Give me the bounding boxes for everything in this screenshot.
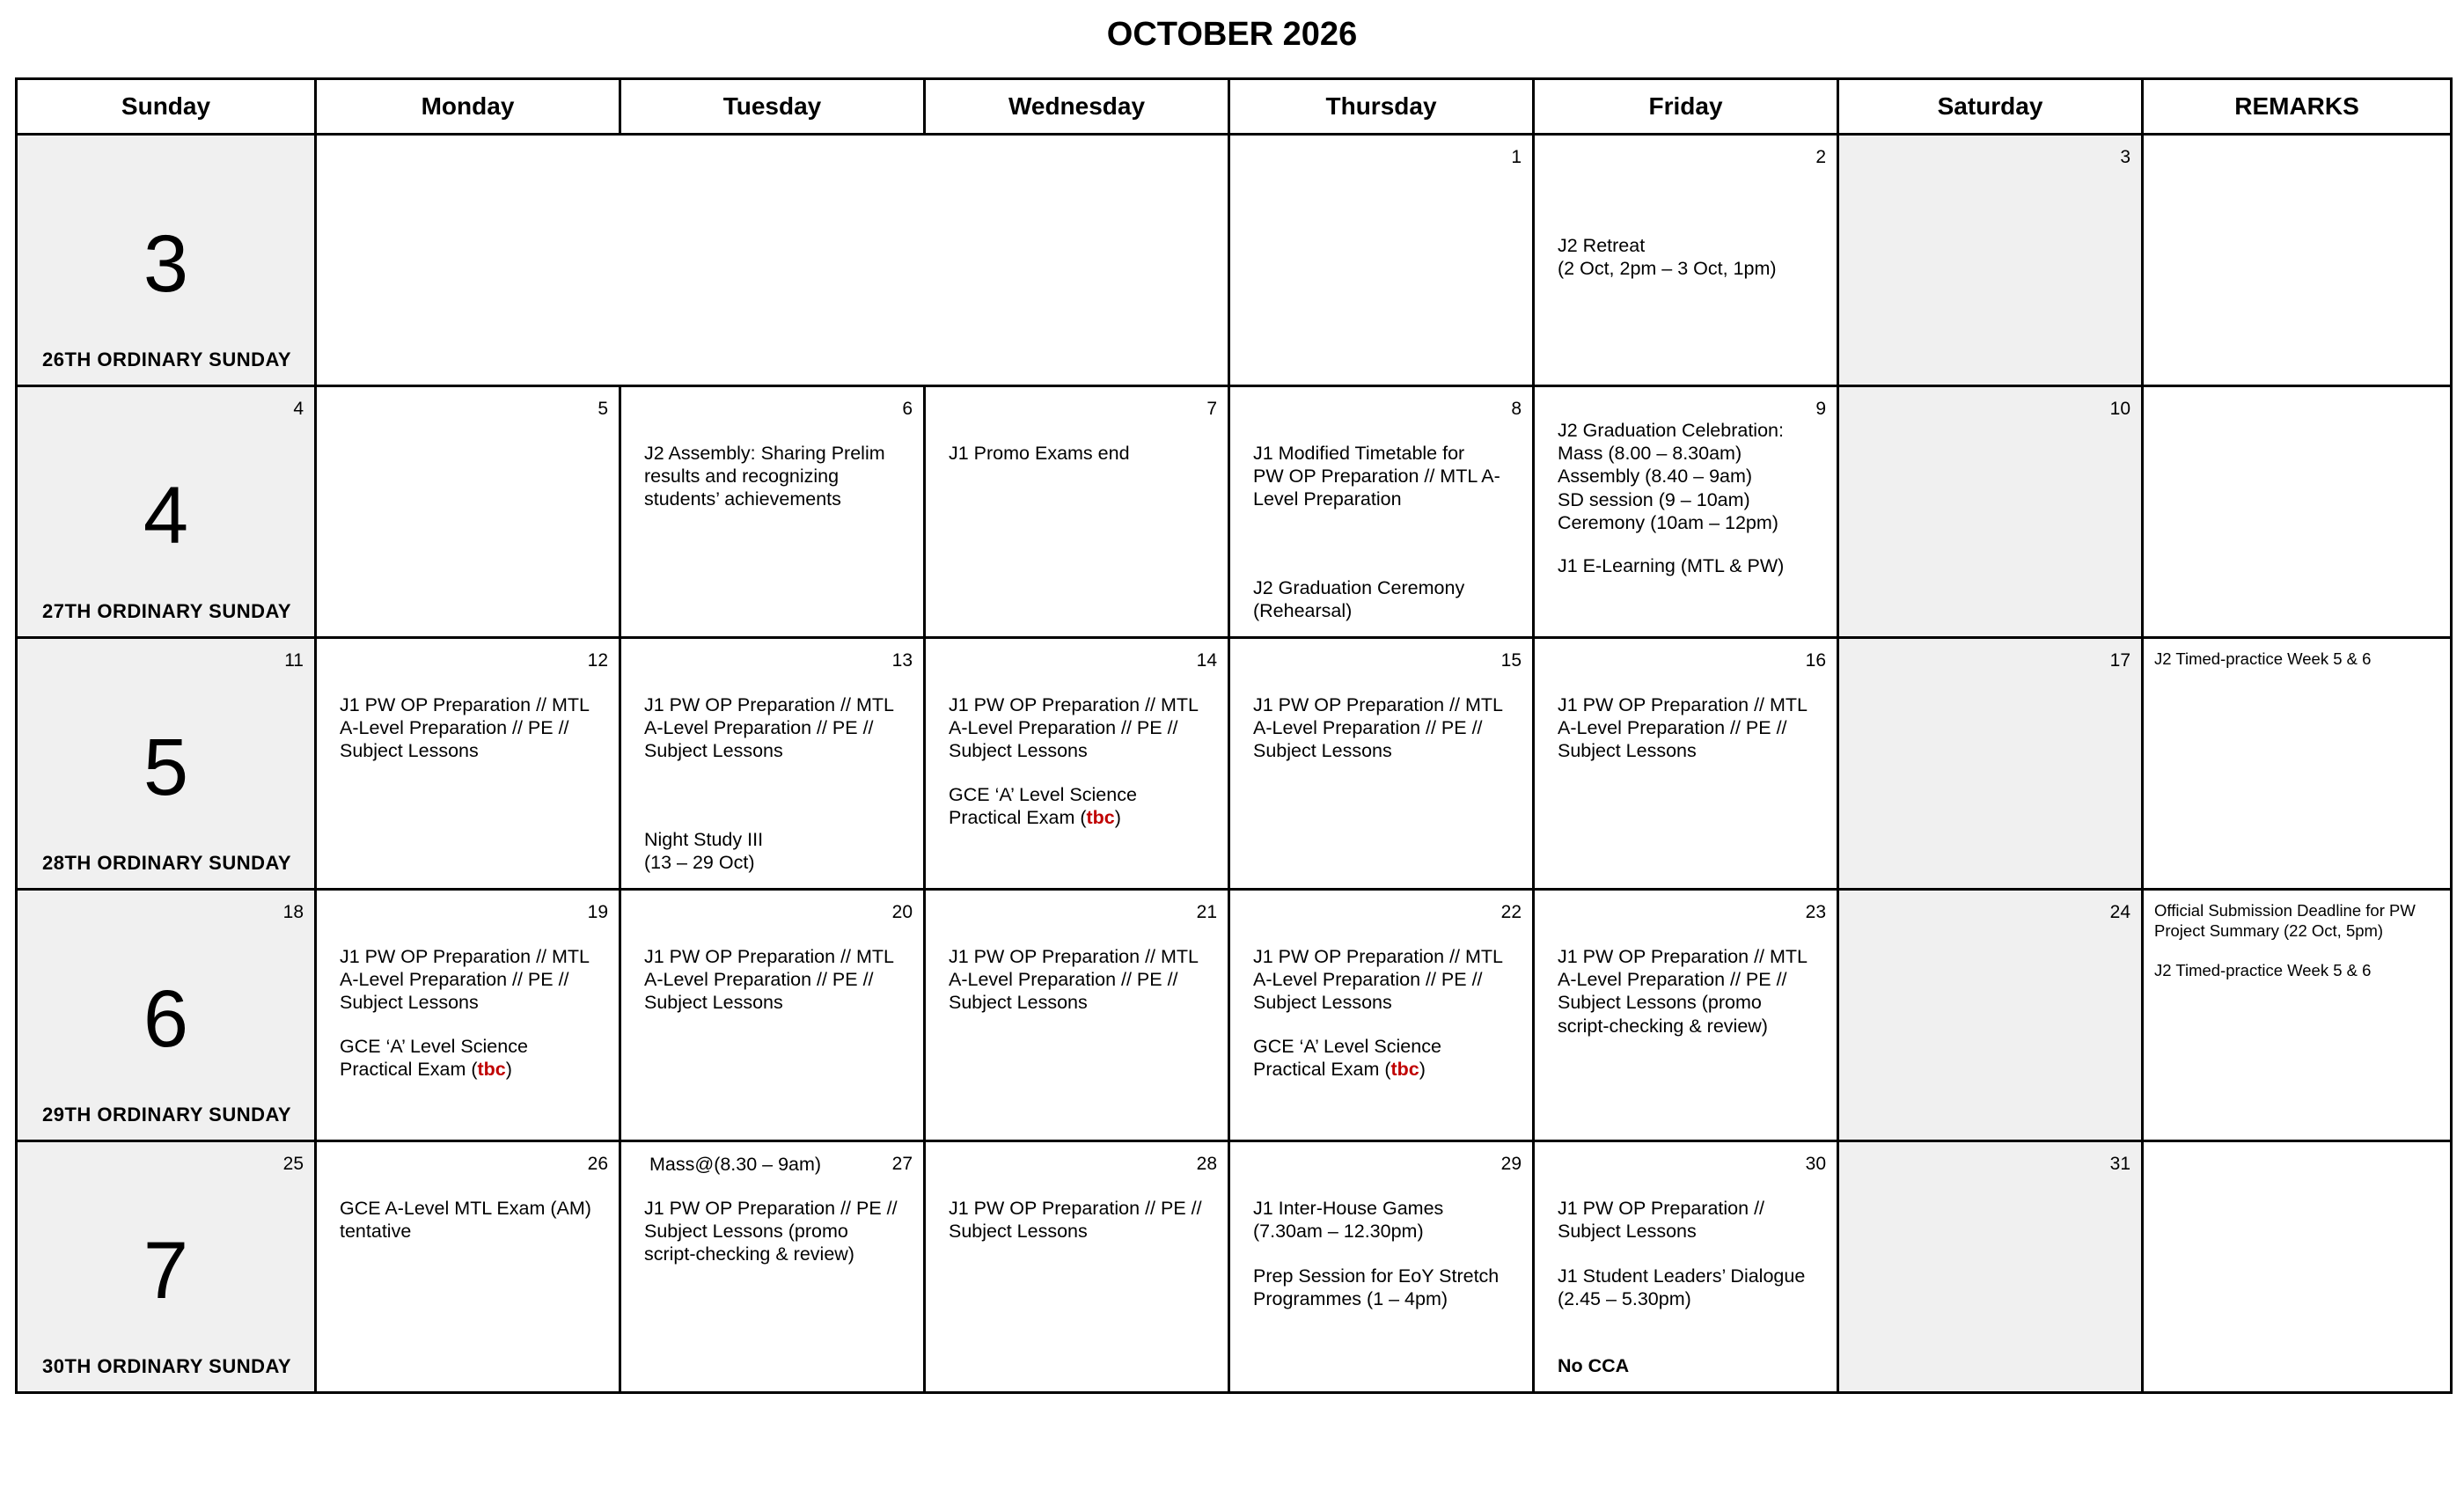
day-number: 28 — [1196, 1154, 1217, 1174]
remarks-cell — [2143, 135, 2452, 386]
event-text: J1 PW OP Preparation // MTL A-Level Preparation // PE // Subject Lessons — [644, 946, 894, 1014]
event-text: J2 Graduation Ceremony (Rehearsal) — [1253, 577, 1465, 622]
header-remarks: REMARKS — [2143, 79, 2452, 135]
day-number: 29 — [1500, 1154, 1522, 1174]
event-text: J2 Graduation Celebration: Mass (8.00 – 8.30am) Assembly (8.40 – 9am) SD session (9 – 10am) Ceremony (10am – 12pm) — [1558, 420, 1784, 533]
day-number: 14 — [1196, 650, 1217, 671]
day-number: 23 — [1805, 902, 1826, 922]
event-text: J1 PW OP Preparation // MTL A-Level Preparation // PE // Subject Lessons — [949, 946, 1199, 1014]
event-text: J1 Promo Exams end — [949, 443, 1130, 464]
day-number: 2 — [1815, 147, 1826, 167]
event-text-part: ) — [505, 1059, 512, 1081]
empty-cell — [316, 135, 1229, 386]
header-tuesday: Tuesday — [620, 79, 925, 135]
day-cell — [620, 386, 925, 638]
day-cell — [620, 1141, 925, 1393]
day-number: 30 — [1805, 1154, 1826, 1174]
event-text — [1253, 1035, 1520, 1081]
day-cell — [620, 890, 925, 1141]
calendar-grid — [15, 77, 2453, 1394]
day-cell — [1534, 135, 1838, 386]
day-number: 19 — [587, 902, 608, 922]
remarks-cell — [2143, 638, 2452, 890]
day-number: 21 — [1196, 902, 1217, 922]
remarks-cell — [2143, 1141, 2452, 1393]
event-text: J2 Retreat (2 Oct, 2pm – 3 Oct, 1pm) — [1558, 235, 1777, 280]
week-number: 6 — [143, 974, 189, 1064]
day-number: 15 — [1500, 650, 1522, 671]
sunday-label: 29TH ORDINARY SUNDAY — [42, 1104, 292, 1126]
day-cell — [316, 890, 620, 1141]
day-number: 8 — [1511, 399, 1522, 419]
header-row — [17, 79, 2452, 135]
event-text: J1 PW OP Preparation // PE // Subject Lessons (promo script-checking & review) — [644, 1198, 898, 1265]
tbc-badge: tbc — [1086, 807, 1115, 829]
sunday-cell — [17, 638, 316, 890]
event-text-part: GCE ‘A’ Level Science Practical Exam ( — [1253, 1036, 1441, 1081]
event-text: J1 E-Learning (MTL & PW) — [1558, 555, 1785, 576]
day-cell — [316, 638, 620, 890]
event-text: No CCA — [1558, 1355, 1630, 1376]
event-text: J1 PW OP Preparation // MTL A-Level Preparation // PE // Subject Lessons — [1558, 694, 1808, 762]
event-text-part: ) — [1114, 807, 1121, 829]
event-text: J1 PW OP Preparation // MTL A-Level Preparation // PE // Subject Lessons — [949, 694, 1199, 762]
event-text: J1 PW OP Preparation // MTL A-Level Preparation // PE // Subject Lessons — [340, 946, 590, 1014]
saturday-cell — [1838, 890, 2143, 1141]
day-number: 6 — [902, 399, 913, 419]
day-number: 16 — [1805, 650, 1826, 671]
day-cell — [620, 638, 925, 890]
day-number: 26 — [587, 1154, 608, 1174]
week-row — [17, 386, 2452, 638]
event-text: GCE A-Level MTL Exam (AM) tentative — [340, 1198, 591, 1243]
day-cell — [1229, 890, 1534, 1141]
calendar-title: OCTOBER 2026 — [1106, 16, 1358, 53]
day-cell — [925, 386, 1229, 638]
day-cell — [925, 638, 1229, 890]
week-row — [17, 135, 2452, 386]
saturday-cell — [1838, 638, 2143, 890]
day-number: 25 — [282, 1154, 304, 1174]
day-cell — [1229, 1141, 1534, 1393]
event-text: J1 PW OP Preparation // MTL A-Level Preparation // PE // Subject Lessons (promo script-checking & review) — [1558, 946, 1808, 1037]
day-cell — [316, 1141, 620, 1393]
week-number: 5 — [143, 722, 189, 812]
day-cell — [1534, 386, 1838, 638]
header-saturday: Saturday — [1838, 79, 2143, 135]
day-number: 17 — [2109, 650, 2130, 671]
day-cell — [1534, 890, 1838, 1141]
header-friday: Friday — [1534, 79, 1838, 135]
remark-text: J2 Timed-practice Week 5 & 6 — [2154, 961, 2372, 979]
day-number: 11 — [284, 650, 304, 671]
event-text: J1 Inter-House Games (7.30am – 12.30pm) — [1253, 1198, 1444, 1243]
event-text: J1 PW OP Preparation // MTL A-Level Preparation // PE // Subject Lessons — [1253, 694, 1503, 762]
day-cell — [1229, 135, 1534, 386]
saturday-cell — [1838, 1141, 2143, 1393]
day-number: 4 — [293, 399, 304, 419]
day-number: 31 — [2109, 1154, 2130, 1174]
day-number: 20 — [891, 902, 913, 922]
header-thursday: Thursday — [1229, 79, 1534, 135]
sunday-cell — [17, 1141, 316, 1393]
week-number: 4 — [143, 471, 189, 561]
day-number: 1 — [1511, 147, 1522, 167]
event-text: J1 PW OP Preparation // MTL A-Level Preparation // PE // Subject Lessons — [1253, 946, 1503, 1014]
event-text: Mass@(8.30 – 9am) — [649, 1154, 822, 1175]
day-cell — [925, 890, 1229, 1141]
event-text: Night Study III (13 – 29 Oct) — [644, 829, 764, 874]
sunday-cell — [17, 135, 316, 386]
day-cell — [1534, 1141, 1838, 1393]
event-text: J1 Student Leaders’ Dialogue (2.45 – 5.30pm) — [1558, 1265, 1806, 1310]
event-text: J1 PW OP Preparation // PE // Subject Lessons — [949, 1198, 1202, 1243]
event-text-part: GCE ‘A’ Level Science Practical Exam ( — [949, 784, 1137, 829]
day-cell — [316, 386, 620, 638]
sunday-label: 26TH ORDINARY SUNDAY — [42, 348, 292, 371]
day-number: 13 — [891, 650, 913, 671]
remark-text: J2 Timed-practice Week 5 & 6 — [2154, 649, 2372, 668]
day-cell — [1534, 638, 1838, 890]
event-text: J2 Assembly: Sharing Prelim results and recognizing students’ achievements — [644, 443, 885, 510]
day-cell — [1229, 638, 1534, 890]
tbc-badge: tbc — [1390, 1059, 1419, 1081]
event-text-part: GCE ‘A’ Level Science Practical Exam ( — [340, 1036, 528, 1081]
sunday-cell — [17, 386, 316, 638]
day-number: 3 — [2120, 147, 2130, 167]
day-number: 9 — [1815, 399, 1826, 419]
header-wednesday: Wednesday — [925, 79, 1229, 135]
day-number: 7 — [1206, 399, 1217, 419]
remarks-cell — [2143, 386, 2452, 638]
event-text: J1 PW OP Preparation // MTL A-Level Preparation // PE // Subject Lessons — [340, 694, 590, 762]
sunday-cell — [17, 890, 316, 1141]
saturday-cell — [1838, 386, 2143, 638]
day-number: 10 — [2109, 399, 2130, 419]
tbc-badge: tbc — [477, 1059, 506, 1081]
sunday-label: 27TH ORDINARY SUNDAY — [42, 600, 292, 623]
day-cell — [925, 1141, 1229, 1393]
event-text: J1 Modified Timetable for PW OP Preparation // MTL A- Level Preparation — [1253, 443, 1500, 510]
event-text — [949, 783, 1215, 829]
day-number: 24 — [2109, 902, 2130, 922]
header-sunday: Sunday — [17, 79, 316, 135]
week-number: 7 — [143, 1226, 189, 1316]
week-row — [17, 890, 2452, 1141]
sunday-label: 30TH ORDINARY SUNDAY — [42, 1355, 292, 1378]
day-number: 5 — [598, 399, 608, 419]
day-number: 18 — [282, 902, 304, 922]
week-row — [17, 1141, 2452, 1393]
saturday-cell — [1838, 135, 2143, 386]
remarks-cell — [2143, 890, 2452, 1141]
event-text: J1 PW OP Preparation // Subject Lessons — [1558, 1198, 1765, 1243]
week-row — [17, 638, 2452, 890]
day-number: 27 — [891, 1154, 913, 1174]
event-text: Prep Session for EoY Stretch Programmes (1 – 4pm) — [1253, 1265, 1500, 1310]
day-number: 22 — [1500, 902, 1522, 922]
event-text — [340, 1035, 606, 1081]
day-number: 12 — [587, 650, 608, 671]
week-number: 3 — [143, 219, 189, 309]
event-text-part: ) — [1419, 1059, 1426, 1081]
remark-text: Official Submission Deadline for PW Project Summary (22 Oct, 5pm) — [2154, 901, 2416, 940]
event-text: J1 PW OP Preparation // MTL A-Level Preparation // PE // Subject Lessons — [644, 694, 894, 762]
header-monday: Monday — [316, 79, 620, 135]
sunday-label: 28TH ORDINARY SUNDAY — [42, 852, 292, 875]
day-cell — [1229, 386, 1534, 638]
